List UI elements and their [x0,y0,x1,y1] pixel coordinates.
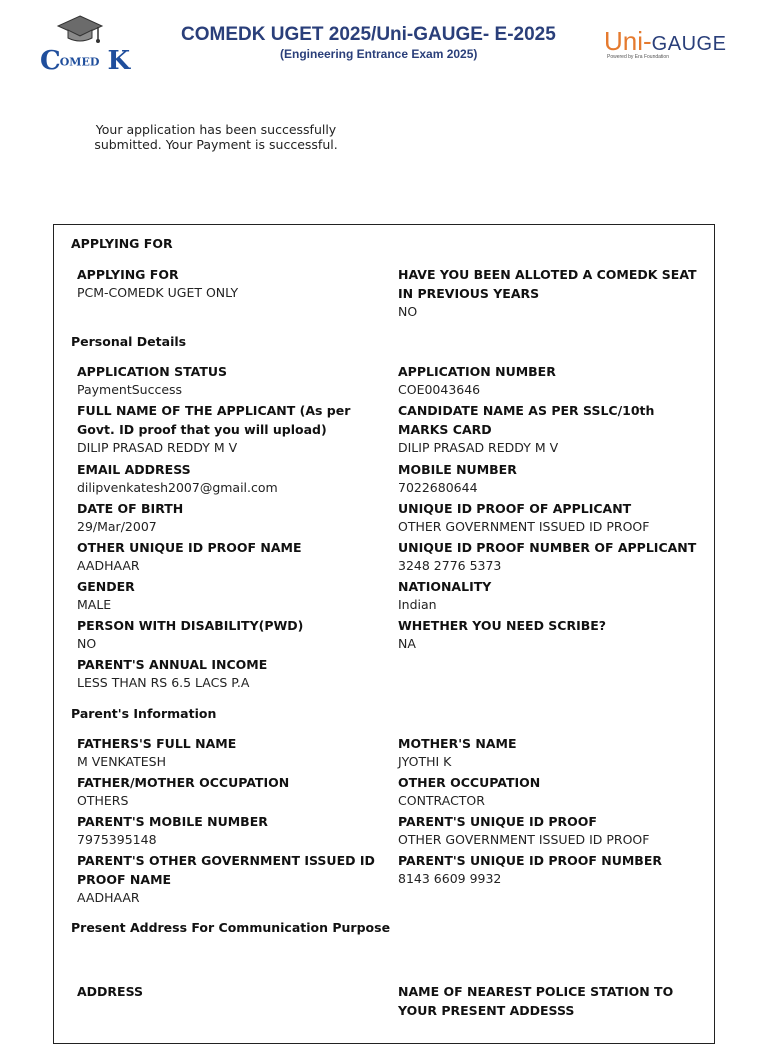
field-parent-id-proof: PARENT'S UNIQUE ID PROOF OTHER GOVERNMENT ISSUED ID PROOF [398,814,650,847]
field-full-name: FULL NAME OF THE APPLICANT (As per Govt. ID proof that you will upload) DILIP PRASAD REDDY M V [77,403,351,455]
section-title-address: Present Address For Communication Purpose [71,920,391,935]
field-id-proof-name: OTHER UNIQUE ID PROOF NAME AADHAAR [77,540,302,573]
field-sslc-name: CANDIDATE NAME AS PER SSLC/10th MARKS CARD DILIP PRASAD REDDY M V [398,403,655,455]
field-previous-allotment: HAVE YOU BEEN ALLOTED A COMEDK SEAT IN PREVIOUS YEARS NO [398,267,697,319]
application-details [53,224,715,1044]
section-title-personal: Personal Details [71,334,187,349]
field-id-proof-number: UNIQUE ID PROOF NUMBER OF APPLICANT 3248 2776 5373 [398,540,697,573]
comedk-logo [38,14,130,76]
section-title-parents: Parent's Information [71,706,217,721]
section-title-applying-for: APPLYING FOR [71,236,173,251]
field-gender: GENDER MALE [77,579,135,612]
field-father-name: FATHERS'S FULL NAME M VENKATESH [77,736,237,769]
field-annual-income: PARENT'S ANNUAL INCOME LESS THAN RS 6.5 LACS P.A [77,657,268,690]
field-scribe: WHETHER YOU NEED SCRIBE? NA [398,618,607,651]
uni-gauge-logo: Uni-GAUGE Powered by Era Foundation [604,26,727,60]
field-parent-id-proof-name: PARENT'S OTHER GOVERNMENT ISSUED ID PROOF NAME AADHAAR [77,853,375,905]
page-title: COMEDK UGET 2025/Uni-GAUGE- E-2025 [181,24,556,45]
field-mother-name: MOTHER'S NAME JYOTHI K [398,736,517,769]
field-parent-occupation: FATHER/MOTHER OCCUPATION OTHERS [77,775,290,808]
field-email: EMAIL ADDRESS dilipvenkatesh2007@gmail.com [77,462,278,495]
success-message: Your application has been successfully submitted. Your Payment is successful. [94,122,338,152]
field-application-status: APPLICATION STATUS PaymentSuccess [77,364,228,397]
comedk-logo-text: COMED K [40,46,130,76]
field-parent-id-proof-number: PARENT'S UNIQUE ID PROOF NUMBER 8143 6609 9932 [398,853,663,886]
powered-by-text: Powered by Era Foundation [607,54,669,60]
field-nationality: NATIONALITY Indian [398,579,492,612]
page-header [0,0,768,80]
field-parent-mobile: PARENT'S MOBILE NUMBER 7975395148 [77,814,268,847]
field-applying-for: APPLYING FOR PCM-COMEDK UGET ONLY [77,267,239,300]
graduation-cap-icon [56,14,104,48]
field-mobile: MOBILE NUMBER 7022680644 [398,462,517,495]
field-application-number: APPLICATION NUMBER COE0043646 [398,364,556,397]
field-pwd: PERSON WITH DISABILITY(PWD) NO [77,618,304,651]
field-police-station: NAME OF NEAREST POLICE STATION TO YOUR PRESENT ADDESSS [398,984,674,1018]
field-other-occupation: OTHER OCCUPATION CONTRACTOR [398,775,541,808]
field-address: ADDRESS [77,984,144,999]
field-dob: DATE OF BIRTH 29/Mar/2007 [77,501,184,534]
page-subtitle: (Engineering Entrance Exam 2025) [280,47,478,61]
field-id-proof: UNIQUE ID PROOF OF APPLICANT OTHER GOVERNMENT ISSUED ID PROOF [398,501,650,534]
